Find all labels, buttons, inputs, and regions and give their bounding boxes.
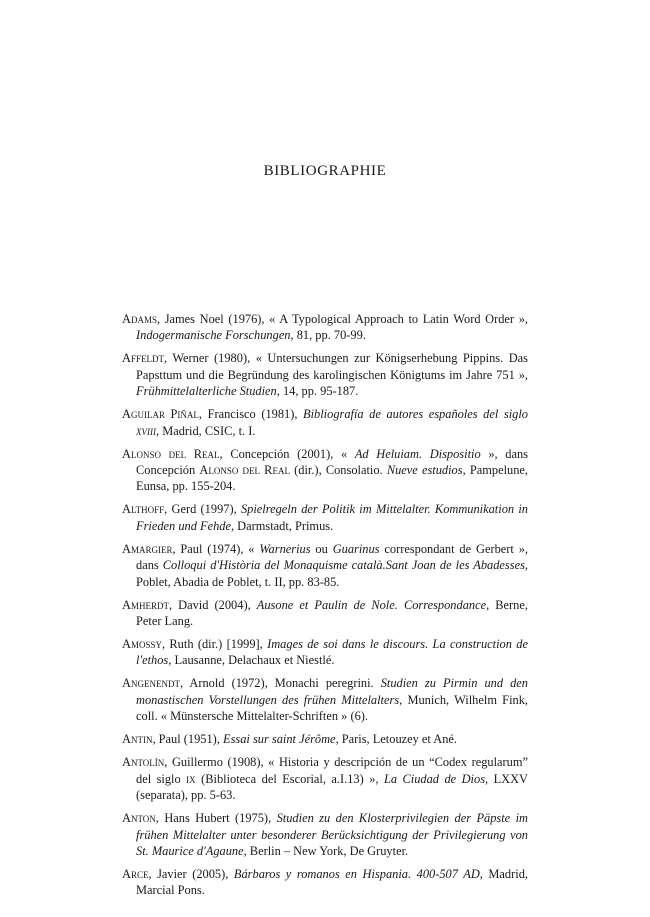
entry-text: , Berlin – New York, De Gruyter.	[243, 843, 409, 858]
entry-title: Essai sur saint Jérôme	[223, 732, 336, 747]
entry-text: , Paris, Letouzey et Ané.	[335, 732, 458, 747]
entry-text: , David (2004),	[168, 597, 257, 612]
entry-text: », dans Concepción	[136, 446, 528, 478]
bibliography-entry	[122, 501, 528, 534]
entry-text: , Poblet, Abadia de Poblet, t. II, pp. 83-85.	[136, 558, 528, 589]
bibliography-entry	[122, 810, 528, 859]
bibliography-entry	[122, 541, 528, 590]
entry-text: Alonso del Real	[199, 463, 290, 478]
entry-author: Alonso del Real	[122, 446, 220, 461]
entry-title: Guarinus	[332, 541, 380, 556]
entry-author: Amherdt	[122, 597, 169, 612]
entry-text: , Hans Hubert (1975),	[155, 811, 277, 826]
bibliography-entry	[122, 406, 528, 439]
entry-text: , Pampelune, Eunsa, pp. 155-204.	[136, 463, 529, 494]
entry-title: La Ciudad de Dios	[383, 771, 486, 786]
entry-author: Affeldt	[122, 351, 164, 366]
entry-text: correspondant de Gerbert », dans	[136, 541, 528, 573]
bibliography-entry	[122, 311, 528, 344]
entry-title: Ausone et Paulin de Nole. Correspondance	[256, 597, 487, 612]
entry-author: Antin	[122, 732, 153, 747]
entry-text: , Darmstadt, Primus.	[230, 518, 334, 533]
entry-author: Amargier	[122, 541, 173, 556]
entry-text: , James Noel (1976), « A Typological Approach to Latin Word Order »,	[156, 312, 528, 326]
entry-text: , 81, pp. 70-99.	[290, 328, 366, 343]
entry-text: , Berne, Peter Lang.	[136, 597, 528, 629]
entry-author: Antolín	[122, 755, 165, 770]
entry-text: , Ruth (dir.) [1999],	[161, 637, 268, 652]
entry-title: Warnerius	[259, 541, 311, 556]
entry-author: Anton	[122, 811, 156, 826]
entry-author: Amossy	[122, 637, 162, 652]
entry-text: (Biblioteca del Escorial, a.I.13) »,	[195, 771, 384, 786]
entry-title: Nueve estudios	[386, 463, 463, 478]
entry-text: , Francisco (1981),	[198, 407, 304, 422]
page-title: BIBLIOGRAPHIE	[263, 163, 387, 179]
bibliography-entry	[122, 636, 528, 669]
entry-title: Bárbaros y romanos en Hispania. 400-507 AD	[233, 866, 480, 881]
bibliography-entry	[122, 446, 528, 495]
entry-text: , Arnold (1972), Monachi peregrini.	[179, 676, 381, 691]
entry-text: , Werner (1980), « Untersuchungen zur Königserhebung Pippins. Das Papsttum und die Begründung des karolingischen Königtums im Jahre 751 »,	[136, 351, 528, 382]
entry-text: , 14, pp. 95-187.	[276, 384, 359, 399]
entry-text: , Concepción (2001), «	[219, 446, 355, 461]
entry-author: Arce	[122, 866, 149, 881]
entry-title: Frühmittelalterliche Studien	[136, 384, 277, 399]
entry-title: xviii	[136, 423, 156, 438]
entry-title: Colloqui d'Història del Monaquisme català.Sant Joan de les Abadesses	[162, 558, 525, 573]
entry-author: Angenendt	[122, 676, 180, 691]
entry-text: Munich, Wilhelm Fink, coll. « Münstersche Mittelalter-Schriften » (6).	[136, 692, 528, 724]
entry-text: , Madrid, CSIC, t. I.	[156, 423, 256, 438]
entry-text: , Lausanne, Delachaux et Niestlé.	[168, 653, 335, 668]
bibliography-entry	[122, 350, 528, 399]
entry-text: , LXXV (separata), pp. 5-63.	[136, 771, 528, 803]
entry-author: Aguilar Piñal	[122, 407, 199, 422]
entry-title: Bibliografía de autores españoles del siglo	[303, 407, 528, 422]
bibliography-entry	[122, 754, 528, 803]
entry-text: , Gerd (1997),	[164, 502, 241, 517]
entry-title: Indogermanische Forschungen	[136, 328, 291, 343]
bibliography-list	[122, 311, 528, 905]
entry-author: Adams	[122, 312, 157, 326]
entry-author: Althoff	[122, 502, 165, 517]
entry-title: Studien zu den Klosterprivilegien der Päpste im frühen Mittelalter unter besonderer Berücksichtigung der Privilegierung von St. Maurice d'Agaune	[136, 811, 528, 858]
entry-title: Images de soi dans le discours. La construction de l'ethos	[136, 637, 528, 668]
entry-text: (dir.), Consolatio.	[289, 463, 387, 478]
entry-text: , Paul (1974), «	[172, 541, 260, 556]
entry-title: Ad Heluiam. Dispositio	[354, 446, 481, 461]
entry-text: ix	[186, 771, 196, 786]
entry-text: , Paul (1951),	[152, 732, 224, 747]
entry-title: Spielregeln der Politik im Mittelalter. Kommunikation in Frieden und Fehde	[136, 502, 528, 533]
entry-title: Studien zu Pirmin und den monastischen Vorstellungen des frühen Mittelalters,	[136, 676, 528, 707]
bibliography-entry	[122, 866, 528, 899]
entry-text: , Guillermo (1908), « Historia y descripción de un “Codex regularum” del siglo	[136, 755, 528, 786]
bibliography-entry	[122, 675, 528, 724]
bibliography-entry	[122, 731, 528, 747]
entry-text: ou	[310, 541, 333, 556]
entry-text: , Javier (2005),	[148, 866, 234, 881]
bibliography-entry	[122, 597, 528, 630]
entry-text: , Madrid, Marcial Pons.	[136, 866, 528, 898]
